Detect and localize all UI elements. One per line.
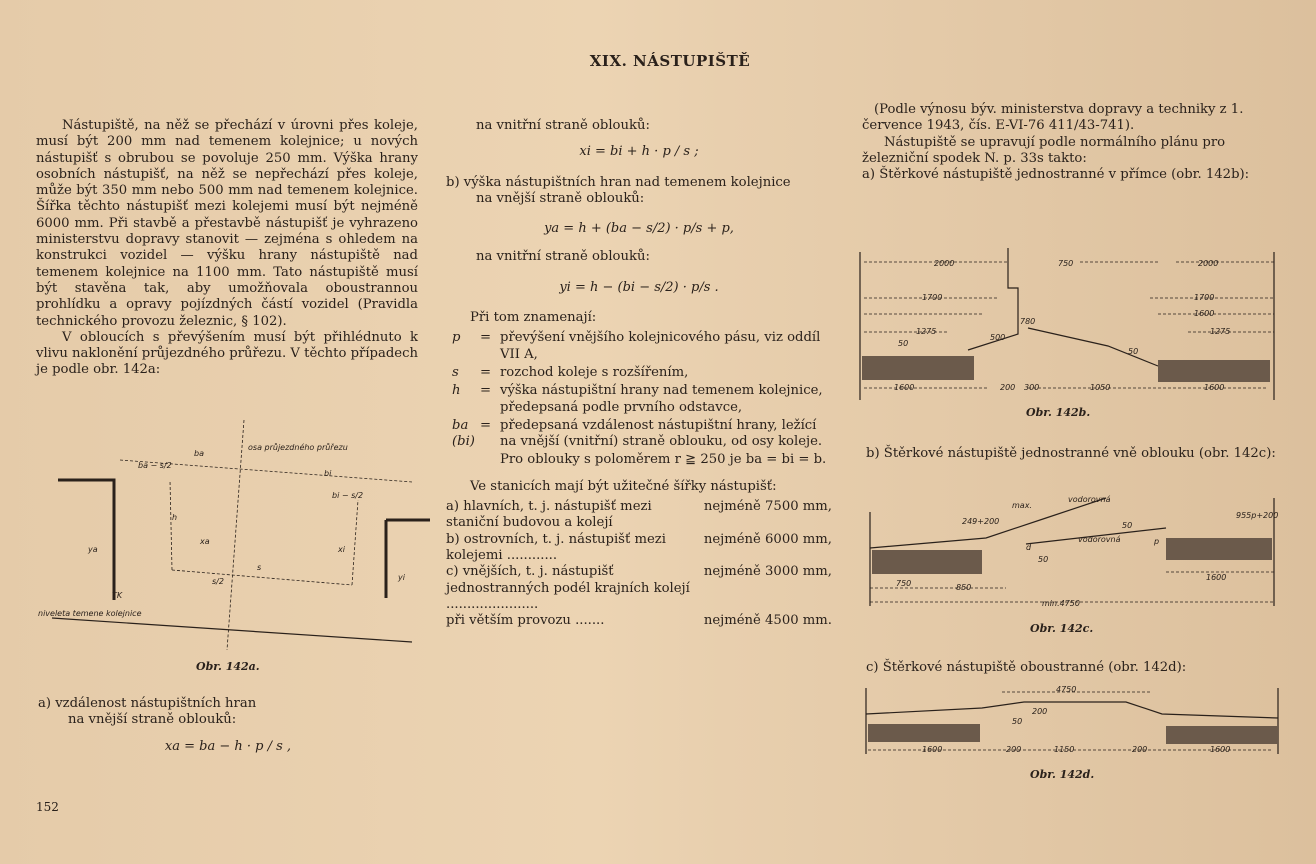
- meaning-symbol: h: [452, 383, 461, 399]
- heading-142d: c) Štěrkové nástupiště oboustranné (obr. 142d):: [866, 660, 1187, 675]
- platform-norm: Nástupiště se upravují podle normálního plánu pro železniční spodek N. p. 33s takto:: [862, 134, 1226, 166]
- fig142b-dim-780: 780: [1020, 317, 1036, 326]
- fig142d-dim-4750: 4750: [1056, 685, 1077, 694]
- fig142c-dim-d: d: [1026, 543, 1032, 552]
- fig142a-label-h: h: [172, 513, 178, 522]
- formula-yi: yi = h − (bi − s/2) · p/s .: [559, 279, 719, 295]
- fig142a-label-s: s: [257, 563, 262, 572]
- item-b-line2: na vnější straně oblouků:: [476, 190, 645, 206]
- fig142a-label-s2: s/2: [212, 577, 224, 586]
- width-label: a) hlavních, t. j. nástupišť mezi staniční budovou a kolejí: [446, 499, 652, 531]
- column-right: [862, 102, 1274, 183]
- fig142a-label-xa: xa: [200, 537, 210, 546]
- meaning-symbol: p: [452, 330, 461, 346]
- fig142b-dim-1600-top: 1600: [1194, 309, 1215, 318]
- fig142b-dim-1600-right: 1600: [1204, 383, 1225, 392]
- decree-note: (Podle výnosu býv. ministerstva dopravy a techniky z 1. července 1943, čís. E-VI-76 411/43-741).: [862, 102, 1244, 134]
- width-value: nejméně 4500 mm.: [703, 613, 832, 629]
- figure-142b-caption: Obr. 142b.: [1026, 406, 1091, 419]
- page-number: 152: [36, 800, 59, 814]
- width-value: nejméně 6000 mm,: [703, 531, 832, 547]
- widths-title: Ve stanicích mají být užitečné šířky nástupišť:: [470, 478, 777, 494]
- fig142a-label-niveleta: niveleta temene kolejnice: [38, 609, 142, 618]
- fig142c-dim-50-b: 50: [1122, 521, 1133, 530]
- width-label: b) ostrovních, t. j. nástupišť mezi kolejemi ............: [446, 531, 666, 563]
- fig142c-dim-50-a: 50: [1038, 555, 1049, 564]
- figure-142b: [858, 238, 1278, 404]
- fig142b-dim-1600-left: 1600: [894, 383, 915, 392]
- fig142a-label-ba: ba: [194, 449, 204, 458]
- fig142a-label-ba-s2: ba − s/2: [138, 461, 172, 470]
- column-left: [36, 118, 418, 379]
- figure-142c: [866, 488, 1278, 618]
- fig142d-dim-1600-left: 1600: [922, 745, 943, 754]
- fig142c-dim-750: 750: [896, 579, 912, 588]
- item-a-line2: na vnější straně oblouků:: [68, 712, 237, 728]
- meaning-symbol: ba (bi): [452, 417, 475, 450]
- fig142b-dim-50-b: 50: [1128, 347, 1139, 356]
- fig142a-label-xi: xi: [338, 545, 345, 554]
- fig142b-dim-500: 500: [990, 333, 1006, 342]
- fig142c-dim-249: 249+200: [962, 517, 1000, 526]
- formula-xi: xi = bi + h · p / s ;: [579, 144, 699, 160]
- fig142d-dim-50: 50: [1012, 717, 1023, 726]
- fig142a-label-axis: osa průjezdného průřezu: [248, 443, 348, 452]
- figure-142d: [862, 684, 1282, 764]
- fig142c-dim-1600: 1600: [1206, 573, 1227, 582]
- figure-142c-caption: Obr. 142c.: [1030, 622, 1094, 635]
- paragraph-intro: Nástupiště, na něž se přechází v úrovni přes koleje, musí být 200 mm nad temenem kolejnice; u nových nástupišť s obrubou se povoluje 250 mm. Výška hrany osobních nástupišť, na něž se nepřechází přes koleje, může být 350 mm nebo 500 mm nad temenem kolejnice. Šířka těchto nástupišť mezi kolejemi musí být nejméně 6000 mm. Při stavbě a přestavbě nástupišť je vyhrazeno ministerstvu dopravy stanovit — zejména s ohledem na konstrukci vozidel — výšku hrany nástupiště nad temenem kolejnice na 1100 mm. Tato nástupiště musí být stavěna tak, aby umožňovala oboustrannou prohlídku a opravy pojízdných částí vozidel (Pravidla technického provozu železnic, § 102).: [36, 118, 418, 329]
- inner-side-label-2: na vnitřní straně oblouků:: [476, 249, 650, 265]
- meaning-text: převýšení vnějšího kolejnicového pásu, viz oddíl VII A,: [500, 330, 821, 362]
- fig142c-dim-min4750: min.4750: [1042, 599, 1080, 608]
- fig142b-dim-1700-left: 1700: [922, 293, 943, 302]
- formula-xa: xa = ba − h · p / s ,: [164, 738, 292, 754]
- meaning-text: rozchod koleje s rozšířením,: [500, 364, 689, 380]
- figure-142a: [38, 420, 432, 650]
- fig142a-label-bi: bi: [324, 469, 332, 478]
- fig142b-dim-200: 200: [1000, 383, 1016, 392]
- fig142a-label-ya: ya: [88, 545, 98, 554]
- heading-142b: a) Štěrkové nástupiště jednostranné v přímce (obr. 142b):: [862, 167, 1250, 183]
- width-value: nejméně 3000 mm,: [703, 564, 832, 580]
- meaning-list: p = převýšení vnějšího kolejnicového pásu, viz oddíl VII A, s = rozchod koleje s rozšířením, h = výška nástupištní hrany nad temenem kolejnice, předepsaná podle prvního odstavce, ba (bi) = předepsaná vzdálenost nástupištní hrany, ležící na vnější (vnitřní) straně oblouku, od osy koleje. Pro oblouky s poloměrem r ≧ 250 je ba = bi = b.: [452, 330, 832, 468]
- fig142a-label-tk: TK: [112, 591, 123, 600]
- width-label: c) vnějších, t. j. nástupišť jednostranných podél krajních kolejí ......................: [446, 564, 690, 612]
- page-title: XIX. NÁSTUPIŠTĚ: [589, 52, 751, 70]
- fig142b-dim-2000-right: 2000: [1198, 259, 1219, 268]
- fig142c-dim-max: max.: [1012, 501, 1032, 510]
- meaning-symbol: [452, 452, 480, 468]
- inner-side-label: na vnitřní straně oblouků:: [476, 118, 650, 133]
- fig142b-dim-1275-right: 1275: [1210, 327, 1231, 336]
- fig142d-dim-200-c: 200: [1032, 707, 1048, 716]
- fig142b-dim-50-a: 50: [898, 339, 909, 348]
- meaning-title: Při tom znamenají:: [470, 310, 597, 326]
- fig142b-dim-300: 300: [1024, 383, 1040, 392]
- fig142a-label-bi-s2: bi − s/2: [332, 491, 364, 500]
- fig142b-dim-1275-left: 1275: [916, 327, 937, 336]
- fig142d-dim-1150: 1150: [1054, 745, 1075, 754]
- meaning-text: výška nástupištní hrany nad temenem kolejnice, předepsaná podle prvního odstavce,: [500, 383, 823, 415]
- paragraph-curves: V obloucích s převýšením musí být přihlédnuto k vlivu naklonění průjezdného průřezu. V těchto případech je podle obr. 142a:: [36, 329, 418, 378]
- meaning-symbol: s: [452, 364, 459, 380]
- fig142b-dim-1050: 1050: [1090, 383, 1111, 392]
- figure-142a-caption: Obr. 142a.: [196, 660, 260, 673]
- fig142c-dim-vodorovna-mid: vodorovná: [1078, 535, 1121, 544]
- formula-ya: ya = h + (ba − s/2) · p/s + p,: [544, 221, 734, 237]
- widths-list: [446, 499, 832, 629]
- fig142c-dim-p: p: [1154, 537, 1160, 546]
- fig142d-dim-1600-right: 1600: [1210, 745, 1231, 754]
- fig142b-dim-750: 750: [1058, 259, 1074, 268]
- heading-142c: b) Štěrkové nástupiště jednostranné vně oblouku (obr. 142c):: [866, 446, 1276, 461]
- fig142d-dim-200-a: 200: [1006, 745, 1022, 754]
- item-a-line1: a) vzdálenost nástupištních hran: [38, 696, 257, 711]
- fig142c-dim-850: 850: [956, 583, 972, 592]
- width-label: při větším provozu .......: [446, 613, 605, 629]
- fig142c-dim-vodorovna-top: vodorovná: [1068, 495, 1111, 504]
- figure-142d-caption: Obr. 142d.: [1030, 768, 1095, 781]
- fig142c-dim-955: 955p+200: [1236, 511, 1279, 520]
- item-a-block: [38, 696, 418, 761]
- fig142b-dim-2000-left: 2000: [934, 259, 955, 268]
- meaning-text: předepsaná vzdálenost nástupištní hrany, ležící na vnější (vnitřní) straně oblouku, od osy koleje.: [500, 417, 823, 450]
- width-value: nejméně 7500 mm,: [703, 499, 832, 515]
- column-middle: [446, 118, 832, 629]
- fig142b-dim-1700-right: 1700: [1194, 293, 1215, 302]
- fig142d-dim-200-b: 200: [1132, 745, 1148, 754]
- fig142a-label-yi: yi: [398, 573, 405, 582]
- meaning-text: Pro oblouky s poloměrem r ≧ 250 je ba = bi = b.: [500, 452, 827, 468]
- item-b-line1: b) výška nástupištních hran nad temenem kolejnice: [446, 174, 791, 190]
